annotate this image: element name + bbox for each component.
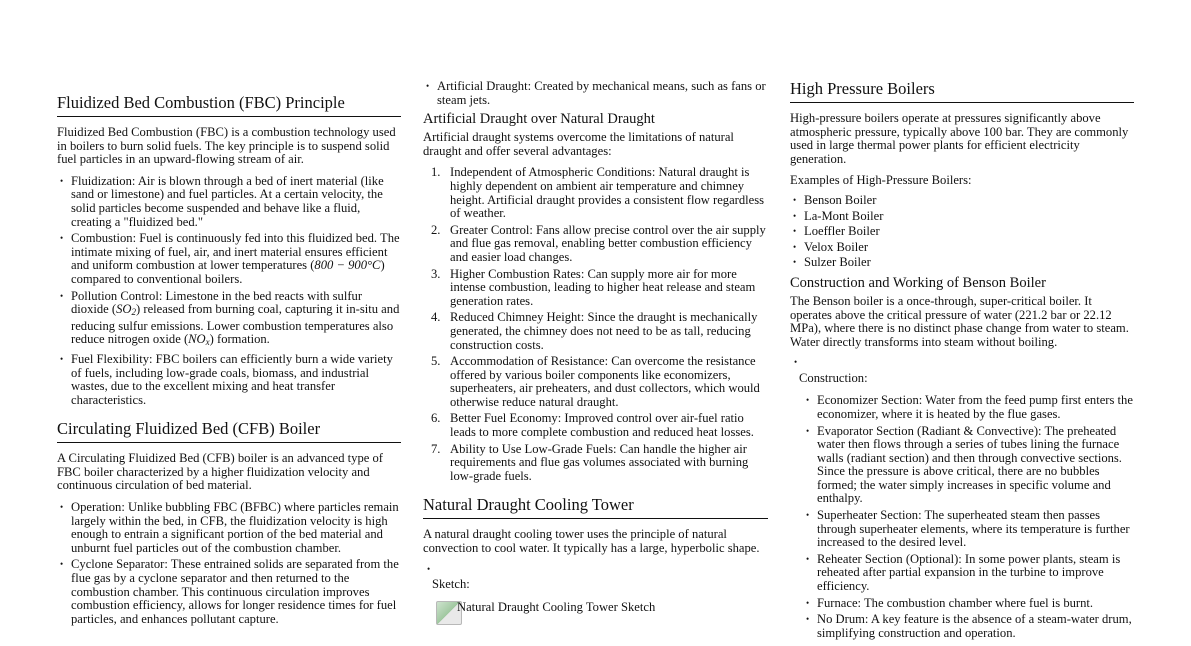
item-text: Greater Control: Fans allow precise control over the air supply and flue gas removal, enabling better combustion efficiency and easier load changes. xyxy=(450,222,766,264)
hp-examples-list xyxy=(790,194,1134,270)
list-item: • Evaporator Section (Radiant & Convective): The preheated water then flows through a series of tubes lining the furnace walls (radiant section) and then through convective sections. Since the pressure is above critical, there are no bubbles formed; the water simply increases in specific volume and enthalpy. xyxy=(803,425,1134,507)
list-item: • La-Mont Boiler xyxy=(790,210,1134,224)
list-item: • Velox Boiler xyxy=(790,241,1134,255)
math-symbol: SO xyxy=(116,302,132,317)
advantages-list xyxy=(423,166,768,483)
list-item: • Fuel Flexibility: FBC boilers can efficiently burn a wide variety of fuels, including low-grade coals, biomass, and industrial wastes, due to the excellent mixing and heat transfer characteristics. xyxy=(57,353,401,407)
item-number: 5. xyxy=(431,354,441,369)
column-middle xyxy=(423,80,768,625)
benson-heading: Construction and Working of Benson Boiler xyxy=(790,274,1046,291)
item-text: Higher Combustion Rates: Can supply more air for more intense combustion, leading to higher heat release and steam generation rates. xyxy=(450,266,756,308)
construction-label: Construction: xyxy=(799,371,868,386)
item-number: 3. xyxy=(431,266,441,281)
hp-intro: High-pressure boilers operate at pressures significantly above atmospheric pressure, typically above 100 bar. They are commonly used in large thermal power plants for efficient electricity generation. xyxy=(790,111,1129,166)
bullet-icon: • xyxy=(794,357,798,368)
temperature-math: 800 − 900°C xyxy=(314,258,381,273)
cfb-points-list xyxy=(57,501,401,626)
list-item xyxy=(790,357,1134,371)
list-item xyxy=(423,224,768,265)
cooling-tower-image xyxy=(436,601,768,625)
item-text: Ability to Use Low-Grade Fuels: Can handle the higher air requirements and flue gas volumes associated with burning low-grade fuels. xyxy=(450,441,749,483)
list-item: • Reheater Section (Optional): In some power plants, steam is reheated after partial expansion in the turbine to improve efficiency. xyxy=(803,553,1134,594)
fbc-intro: Fluidized Bed Combustion (FBC) is a combustion technology used in boilers to burn solid fuels. The key principle is to suspend solid fuel particles in an upward-flowing stream of air. xyxy=(57,125,396,167)
list-item: • Benson Boiler xyxy=(790,194,1134,208)
bullet-icon: • xyxy=(427,563,431,574)
list-item xyxy=(423,268,768,309)
image-alt-text: Natural Draught Cooling Tower Sketch xyxy=(457,600,656,615)
list-item: • Furnace: The combustion chamber where fuel is burnt. xyxy=(803,597,1134,611)
list-item: • Operation: Unlike bubbling FBC (BFBC) where particles remain largely within the bed, in CFB, the fluidization velocity is high enough to entrain a significant portion of the bed material and unburnt fuel particles out of the combustion chamber. xyxy=(57,501,401,555)
math-subscript: 2 xyxy=(131,307,137,318)
benson-parts-list xyxy=(803,394,1134,640)
draught-intro: Artificial draught systems overcome the limitations of natural draught and offer several advantages: xyxy=(423,130,734,158)
text-run: ) released from burning coal, capturing it in-situ and reducing sulfur emissions. Lower combustion temperatures also reduce nitrogen oxide ( xyxy=(71,302,400,347)
list-item: • Superheater Section: The superheated steam then passes through superheater elements, where its temperature is further increased to the desired level. xyxy=(803,509,1134,550)
text-run: Combustion: Fuel is continuously fed into this fluidized bed. The intimate mixing of fuel, air, and inert material ensures efficient and uniform combustion at lower temperatures ( xyxy=(71,231,400,273)
item-number: 7. xyxy=(431,441,441,456)
item-text: Reduced Chimney Height: Since the draught is mechanically generated, the chimney does not need to be as tall, reducing construction costs. xyxy=(450,310,758,352)
draught-types-list xyxy=(423,80,768,107)
list-item xyxy=(423,412,768,439)
math-symbol: NO xyxy=(188,332,206,347)
cooling-tower-intro: A natural draught cooling tower uses the principle of natural convection to cool water. It typically has a large, hyperbolic shape. xyxy=(423,527,760,556)
item-text: Better Fuel Economy: Improved control over air-fuel ratio leads to more complete combustion and reduced heat losses. xyxy=(450,411,754,440)
list-item xyxy=(57,290,401,350)
draught-heading: Artificial Draught over Natural Draught xyxy=(423,111,655,128)
list-item: • Artificial Draught: Created by mechanical means, such as fans or steam jets. xyxy=(423,80,768,107)
fbc-heading: Fluidized Bed Combustion (FBC) Principle xyxy=(57,93,401,117)
sketch-label: Sketch: xyxy=(432,576,470,591)
list-item xyxy=(423,311,768,352)
cfb-heading: Circulating Fluidized Bed (CFB) Boiler xyxy=(57,419,401,443)
list-item: • Fluidization: Air is blown through a bed of inert material (like sand or limestone) and fuel particles. At a certain velocity, the solid particles become suspended and behave like a fluid, creating a "fluidized bed." xyxy=(57,175,401,229)
list-item: • Cyclone Separator: These entrained solids are separated from the flue gas by a cyclone separator and then returned to the combustion chamber. This continuous circulation improves combustion efficiency, allows for longer residence times for fuel particles, and enhances pollutant capture. xyxy=(57,558,401,626)
nox-math xyxy=(188,332,210,346)
list-item xyxy=(423,443,768,484)
fbc-points-list xyxy=(57,175,401,408)
sketch-block xyxy=(423,564,768,626)
item-number: 4. xyxy=(431,310,441,325)
column-right xyxy=(790,79,1134,646)
cooling-tower-heading: Natural Draught Cooling Tower xyxy=(423,495,768,519)
list-item xyxy=(423,355,768,409)
text-run: ) compared to conventional boilers. xyxy=(71,258,385,286)
hp-heading: High Pressure Boilers xyxy=(790,79,1134,103)
item-text: Accommodation of Resistance: Can overcome the resistance offered by various boiler components like economizers, superheaters, air preheaters, and dust collectors, which would otherwise reduce natural draught. xyxy=(450,354,760,409)
item-number: 1. xyxy=(431,165,441,180)
text-run: Pollution Control: Limestone in the bed reacts with sulfur dioxide ( xyxy=(71,288,363,317)
list-item: • Loeffler Boiler xyxy=(790,225,1134,239)
item-number: 2. xyxy=(431,222,441,237)
list-item: • Sulzer Boiler xyxy=(790,256,1134,270)
text-run: ) formation. xyxy=(209,332,270,347)
benson-intro: The Benson boiler is a once-through, super-critical boiler. It operates above the critical pressure of water (221.2 bar or 22.12 MPa), where there is no distinct phase change from water to steam. Water directly transforms into steam without boiling. xyxy=(790,293,1129,349)
hp-examples-label: Examples of High-Pressure Boilers: xyxy=(790,173,972,188)
column-left xyxy=(57,93,401,632)
list-item xyxy=(423,166,768,220)
item-number: 6. xyxy=(431,411,441,426)
so2-math xyxy=(116,302,136,316)
list-item: • Economizer Section: Water from the feed pump first enters the economizer, where it is heated by the flue gases. xyxy=(803,394,1134,421)
item-text: Independent of Atmospheric Conditions: Natural draught is highly dependent on ambient air temperature and chimney height. Artificial draught provides a consistent flow regardless of weather. xyxy=(450,165,765,221)
list-item xyxy=(57,232,401,286)
math-subscript: x xyxy=(205,337,210,348)
list-item: • No Drum: A key feature is the absence of a steam-water drum, simplifying construction and operation. xyxy=(803,613,1134,640)
cfb-intro: A Circulating Fluidized Bed (CFB) boiler is an advanced type of FBC boiler characterized by a higher fluidization velocity and continuous circulation of bed material. xyxy=(57,451,383,493)
list-item xyxy=(423,564,768,578)
